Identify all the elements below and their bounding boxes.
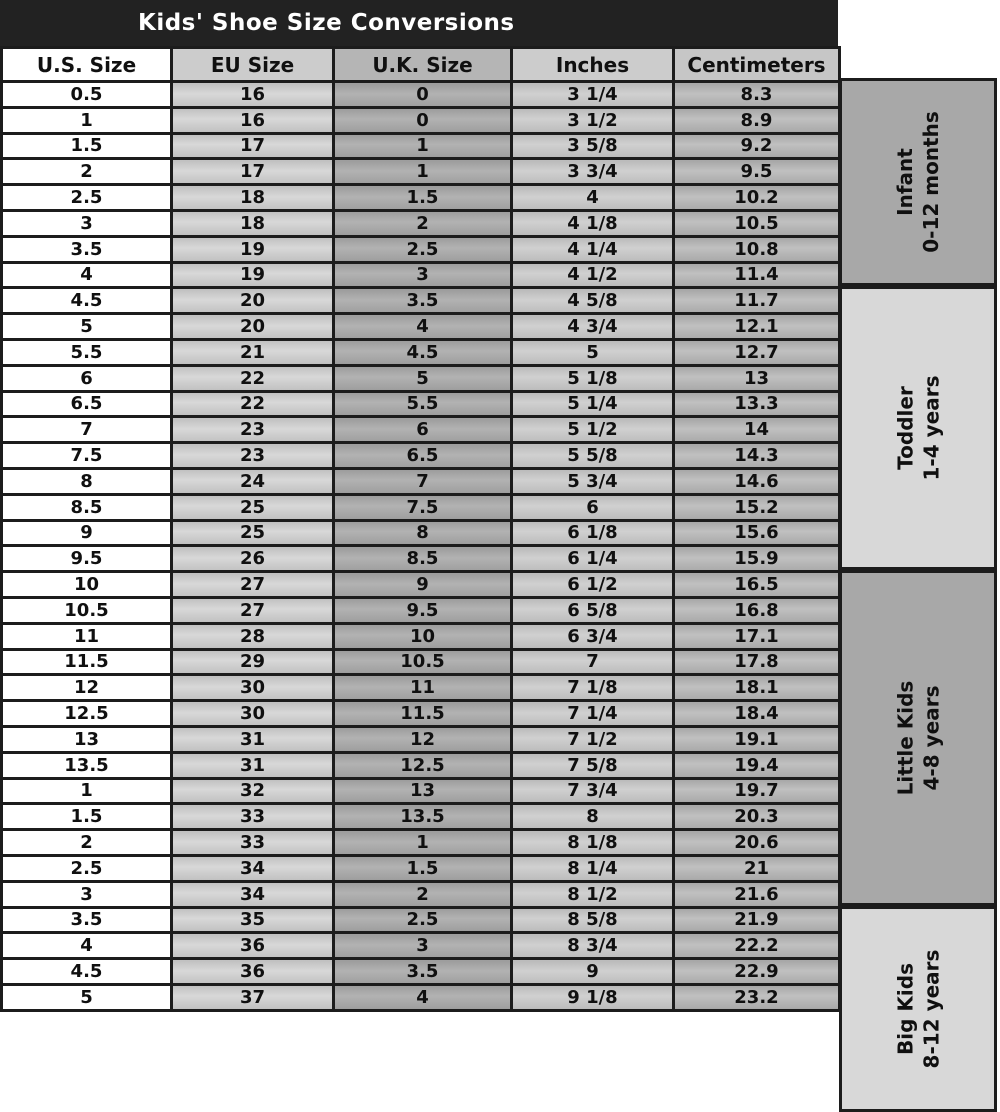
cell-eu-size: 29	[172, 649, 334, 675]
cell-eu-size: 23	[172, 417, 334, 443]
age-group-name: Big Kids	[892, 963, 917, 1055]
cell-us-size: 2.5	[2, 855, 172, 881]
table-row	[2, 494, 840, 520]
cell-inches: 6 5/8	[512, 597, 674, 623]
cell-inches: 6 3/4	[512, 623, 674, 649]
cell-us-size: 13	[2, 726, 172, 752]
cell-uk-size: 1.5	[334, 855, 512, 881]
cell-centimeters: 8.3	[674, 82, 840, 108]
cell-uk-size: 2	[334, 881, 512, 907]
cell-eu-size: 34	[172, 881, 334, 907]
table-row	[2, 314, 840, 340]
cell-uk-size: 8.5	[334, 546, 512, 572]
cell-centimeters: 19.7	[674, 778, 840, 804]
cell-inches: 8 1/2	[512, 881, 674, 907]
cell-uk-size: 2	[334, 210, 512, 236]
cell-inches: 5 3/4	[512, 468, 674, 494]
cell-uk-size: 3	[334, 262, 512, 288]
table-row	[2, 830, 840, 856]
cell-centimeters: 18.1	[674, 675, 840, 701]
cell-uk-size: 12	[334, 726, 512, 752]
cell-us-size: 5	[2, 984, 172, 1010]
cell-centimeters: 11.7	[674, 288, 840, 314]
cell-us-size: 3	[2, 210, 172, 236]
cell-inches: 4 3/4	[512, 314, 674, 340]
cell-uk-size: 13	[334, 778, 512, 804]
cell-centimeters: 16.5	[674, 572, 840, 598]
cell-centimeters: 22.9	[674, 959, 840, 985]
table-row	[2, 107, 840, 133]
cell-us-size: 2.5	[2, 185, 172, 211]
cell-uk-size: 3	[334, 933, 512, 959]
cell-eu-size: 35	[172, 907, 334, 933]
cell-us-size: 6	[2, 365, 172, 391]
cell-us-size: 12.5	[2, 701, 172, 727]
cell-centimeters: 15.2	[674, 494, 840, 520]
cell-inches: 5 1/2	[512, 417, 674, 443]
cell-centimeters: 20.6	[674, 830, 840, 856]
cell-us-size: 11.5	[2, 649, 172, 675]
cell-eu-size: 21	[172, 339, 334, 365]
age-group-toddler	[839, 286, 997, 570]
cell-us-size: 6.5	[2, 391, 172, 417]
cell-centimeters: 16.8	[674, 597, 840, 623]
cell-eu-size: 30	[172, 701, 334, 727]
cell-uk-size: 8	[334, 520, 512, 546]
age-group-name: Infant	[892, 148, 917, 216]
cell-us-size: 3	[2, 881, 172, 907]
table-row	[2, 159, 840, 185]
cell-inches: 6	[512, 494, 674, 520]
cell-inches: 7	[512, 649, 674, 675]
cell-uk-size: 3.5	[334, 288, 512, 314]
cell-us-size: 4.5	[2, 959, 172, 985]
column-header-eu-size: EU Size	[172, 48, 334, 82]
cell-centimeters: 18.4	[674, 701, 840, 727]
cell-eu-size: 36	[172, 959, 334, 985]
cell-eu-size: 34	[172, 855, 334, 881]
table-row	[2, 339, 840, 365]
cell-us-size: 1	[2, 778, 172, 804]
cell-uk-size: 0	[334, 82, 512, 108]
cell-eu-size: 37	[172, 984, 334, 1010]
column-header-inches: Inches	[512, 48, 674, 82]
cell-uk-size: 9.5	[334, 597, 512, 623]
cell-eu-size: 33	[172, 804, 334, 830]
cell-eu-size: 17	[172, 133, 334, 159]
cell-us-size: 10.5	[2, 597, 172, 623]
cell-eu-size: 23	[172, 443, 334, 469]
cell-inches: 4	[512, 185, 674, 211]
cell-centimeters: 17.8	[674, 649, 840, 675]
age-group-label	[892, 681, 944, 796]
table-body	[2, 82, 840, 1011]
cell-uk-size: 1	[334, 159, 512, 185]
table-row	[2, 701, 840, 727]
table-row	[2, 391, 840, 417]
cell-centimeters: 17.1	[674, 623, 840, 649]
cell-uk-size: 6	[334, 417, 512, 443]
cell-us-size: 0.5	[2, 82, 172, 108]
column-header-centimeters: Centimeters	[674, 48, 840, 82]
cell-centimeters: 15.9	[674, 546, 840, 572]
cell-eu-size: 17	[172, 159, 334, 185]
cell-us-size: 1	[2, 107, 172, 133]
cell-us-size: 9	[2, 520, 172, 546]
cell-centimeters: 19.1	[674, 726, 840, 752]
cell-eu-size: 36	[172, 933, 334, 959]
cell-us-size: 12	[2, 675, 172, 701]
cell-us-size: 7.5	[2, 443, 172, 469]
table-row	[2, 752, 840, 778]
cell-uk-size: 3.5	[334, 959, 512, 985]
cell-centimeters: 10.5	[674, 210, 840, 236]
table-row	[2, 546, 840, 572]
age-group-name: Toddler	[893, 386, 917, 470]
table-row	[2, 675, 840, 701]
table-row	[2, 726, 840, 752]
cell-uk-size: 10.5	[334, 649, 512, 675]
cell-centimeters: 19.4	[674, 752, 840, 778]
cell-us-size: 11	[2, 623, 172, 649]
cell-centimeters: 8.9	[674, 107, 840, 133]
cell-eu-size: 20	[172, 314, 334, 340]
cell-centimeters: 14.3	[674, 443, 840, 469]
cell-eu-size: 24	[172, 468, 334, 494]
cell-centimeters: 15.6	[674, 520, 840, 546]
cell-us-size: 2	[2, 830, 172, 856]
cell-eu-size: 26	[172, 546, 334, 572]
cell-centimeters: 11.4	[674, 262, 840, 288]
age-group-range: 1-4 years	[919, 375, 943, 481]
cell-eu-size: 25	[172, 494, 334, 520]
table-row	[2, 133, 840, 159]
cell-inches: 4 5/8	[512, 288, 674, 314]
table-row	[2, 855, 840, 881]
age-group-big-kids	[839, 906, 997, 1112]
age-group-label	[892, 111, 944, 253]
cell-inches: 3 1/2	[512, 107, 674, 133]
age-group-little-kids	[839, 570, 997, 906]
table-row	[2, 959, 840, 985]
table-row	[2, 262, 840, 288]
cell-centimeters: 13	[674, 365, 840, 391]
cell-eu-size: 28	[172, 623, 334, 649]
cell-eu-size: 30	[172, 675, 334, 701]
cell-eu-size: 20	[172, 288, 334, 314]
cell-eu-size: 32	[172, 778, 334, 804]
cell-eu-size: 16	[172, 82, 334, 108]
table-row	[2, 804, 840, 830]
cell-inches: 8 3/4	[512, 933, 674, 959]
cell-uk-size: 1	[334, 830, 512, 856]
cell-uk-size: 9	[334, 572, 512, 598]
cell-uk-size: 2.5	[334, 907, 512, 933]
title-bar	[0, 0, 838, 46]
cell-us-size: 13.5	[2, 752, 172, 778]
cell-eu-size: 27	[172, 572, 334, 598]
table-row	[2, 623, 840, 649]
cell-eu-size: 31	[172, 726, 334, 752]
cell-inches: 6 1/4	[512, 546, 674, 572]
page-title: Kids' Shoe Size Conversions	[138, 10, 515, 36]
cell-us-size: 3.5	[2, 236, 172, 262]
age-group-range: 0-12 months	[918, 111, 943, 253]
age-group-range: 8-12 years	[918, 949, 943, 1069]
cell-us-size: 5.5	[2, 339, 172, 365]
cell-uk-size: 11.5	[334, 701, 512, 727]
cell-eu-size: 19	[172, 262, 334, 288]
cell-inches: 4 1/8	[512, 210, 674, 236]
cell-centimeters: 14.6	[674, 468, 840, 494]
age-group-label	[892, 376, 944, 481]
age-group-range: 4-8 years	[919, 685, 943, 791]
column-header-us-size: U.S. Size	[2, 48, 172, 82]
cell-us-size: 7	[2, 417, 172, 443]
table-row	[2, 417, 840, 443]
cell-uk-size: 10	[334, 623, 512, 649]
cell-uk-size: 12.5	[334, 752, 512, 778]
age-group-label	[892, 950, 944, 1069]
cell-inches: 3 5/8	[512, 133, 674, 159]
table-row	[2, 236, 840, 262]
conversion-table	[0, 46, 841, 1012]
table-row	[2, 597, 840, 623]
cell-centimeters: 12.7	[674, 339, 840, 365]
cell-uk-size: 7.5	[334, 494, 512, 520]
cell-inches: 9 1/8	[512, 984, 674, 1010]
cell-uk-size: 4.5	[334, 339, 512, 365]
cell-inches: 5 1/4	[512, 391, 674, 417]
cell-inches: 6 1/2	[512, 572, 674, 598]
cell-uk-size: 6.5	[334, 443, 512, 469]
cell-us-size: 5	[2, 314, 172, 340]
cell-eu-size: 18	[172, 185, 334, 211]
cell-uk-size: 2.5	[334, 236, 512, 262]
cell-us-size: 10	[2, 572, 172, 598]
cell-uk-size: 5	[334, 365, 512, 391]
cell-eu-size: 16	[172, 107, 334, 133]
cell-uk-size: 0	[334, 107, 512, 133]
age-group-name: Little Kids	[893, 680, 917, 796]
cell-centimeters: 10.2	[674, 185, 840, 211]
cell-uk-size: 1	[334, 133, 512, 159]
cell-inches: 5	[512, 339, 674, 365]
cell-us-size: 8	[2, 468, 172, 494]
cell-inches: 6 1/8	[512, 520, 674, 546]
cell-centimeters: 10.8	[674, 236, 840, 262]
cell-us-size: 1.5	[2, 804, 172, 830]
cell-us-size: 8.5	[2, 494, 172, 520]
cell-inches: 8 1/4	[512, 855, 674, 881]
cell-centimeters: 20.3	[674, 804, 840, 830]
cell-inches: 3 1/4	[512, 82, 674, 108]
table-row	[2, 520, 840, 546]
cell-inches: 7 1/8	[512, 675, 674, 701]
table-row	[2, 907, 840, 933]
table-row	[2, 82, 840, 108]
table-row	[2, 881, 840, 907]
table-row	[2, 365, 840, 391]
cell-eu-size: 19	[172, 236, 334, 262]
cell-centimeters: 23.2	[674, 984, 840, 1010]
cell-us-size: 4.5	[2, 288, 172, 314]
cell-uk-size: 1.5	[334, 185, 512, 211]
cell-us-size: 4	[2, 262, 172, 288]
cell-eu-size: 22	[172, 365, 334, 391]
cell-centimeters: 21	[674, 855, 840, 881]
cell-centimeters: 22.2	[674, 933, 840, 959]
table-row	[2, 933, 840, 959]
cell-inches: 7 3/4	[512, 778, 674, 804]
cell-uk-size: 11	[334, 675, 512, 701]
table-row	[2, 210, 840, 236]
table-row	[2, 443, 840, 469]
table-row	[2, 468, 840, 494]
cell-us-size: 9.5	[2, 546, 172, 572]
cell-inches: 4 1/4	[512, 236, 674, 262]
cell-inches: 4 1/2	[512, 262, 674, 288]
cell-eu-size: 27	[172, 597, 334, 623]
table-header	[2, 48, 840, 82]
table-row	[2, 288, 840, 314]
cell-eu-size: 31	[172, 752, 334, 778]
cell-us-size: 4	[2, 933, 172, 959]
cell-us-size: 3.5	[2, 907, 172, 933]
cell-eu-size: 33	[172, 830, 334, 856]
cell-uk-size: 7	[334, 468, 512, 494]
cell-eu-size: 22	[172, 391, 334, 417]
cell-inches: 5 1/8	[512, 365, 674, 391]
cell-inches: 9	[512, 959, 674, 985]
table-row	[2, 185, 840, 211]
header-row	[2, 48, 840, 82]
cell-inches: 3 3/4	[512, 159, 674, 185]
cell-inches: 5 5/8	[512, 443, 674, 469]
cell-uk-size: 13.5	[334, 804, 512, 830]
cell-centimeters: 21.9	[674, 907, 840, 933]
cell-inches: 7 5/8	[512, 752, 674, 778]
cell-uk-size: 4	[334, 314, 512, 340]
table-row	[2, 778, 840, 804]
cell-eu-size: 25	[172, 520, 334, 546]
column-header-uk-size: U.K. Size	[334, 48, 512, 82]
cell-centimeters: 21.6	[674, 881, 840, 907]
cell-uk-size: 5.5	[334, 391, 512, 417]
table-row	[2, 984, 840, 1010]
table-row	[2, 572, 840, 598]
cell-inches: 7 1/2	[512, 726, 674, 752]
age-group-infant	[839, 78, 997, 286]
cell-centimeters: 9.2	[674, 133, 840, 159]
cell-inches: 8 1/8	[512, 830, 674, 856]
table-row	[2, 649, 840, 675]
cell-inches: 8 5/8	[512, 907, 674, 933]
cell-us-size: 1.5	[2, 133, 172, 159]
cell-centimeters: 9.5	[674, 159, 840, 185]
cell-uk-size: 4	[334, 984, 512, 1010]
cell-inches: 8	[512, 804, 674, 830]
cell-us-size: 2	[2, 159, 172, 185]
cell-centimeters: 13.3	[674, 391, 840, 417]
cell-centimeters: 14	[674, 417, 840, 443]
cell-eu-size: 18	[172, 210, 334, 236]
cell-inches: 7 1/4	[512, 701, 674, 727]
cell-centimeters: 12.1	[674, 314, 840, 340]
